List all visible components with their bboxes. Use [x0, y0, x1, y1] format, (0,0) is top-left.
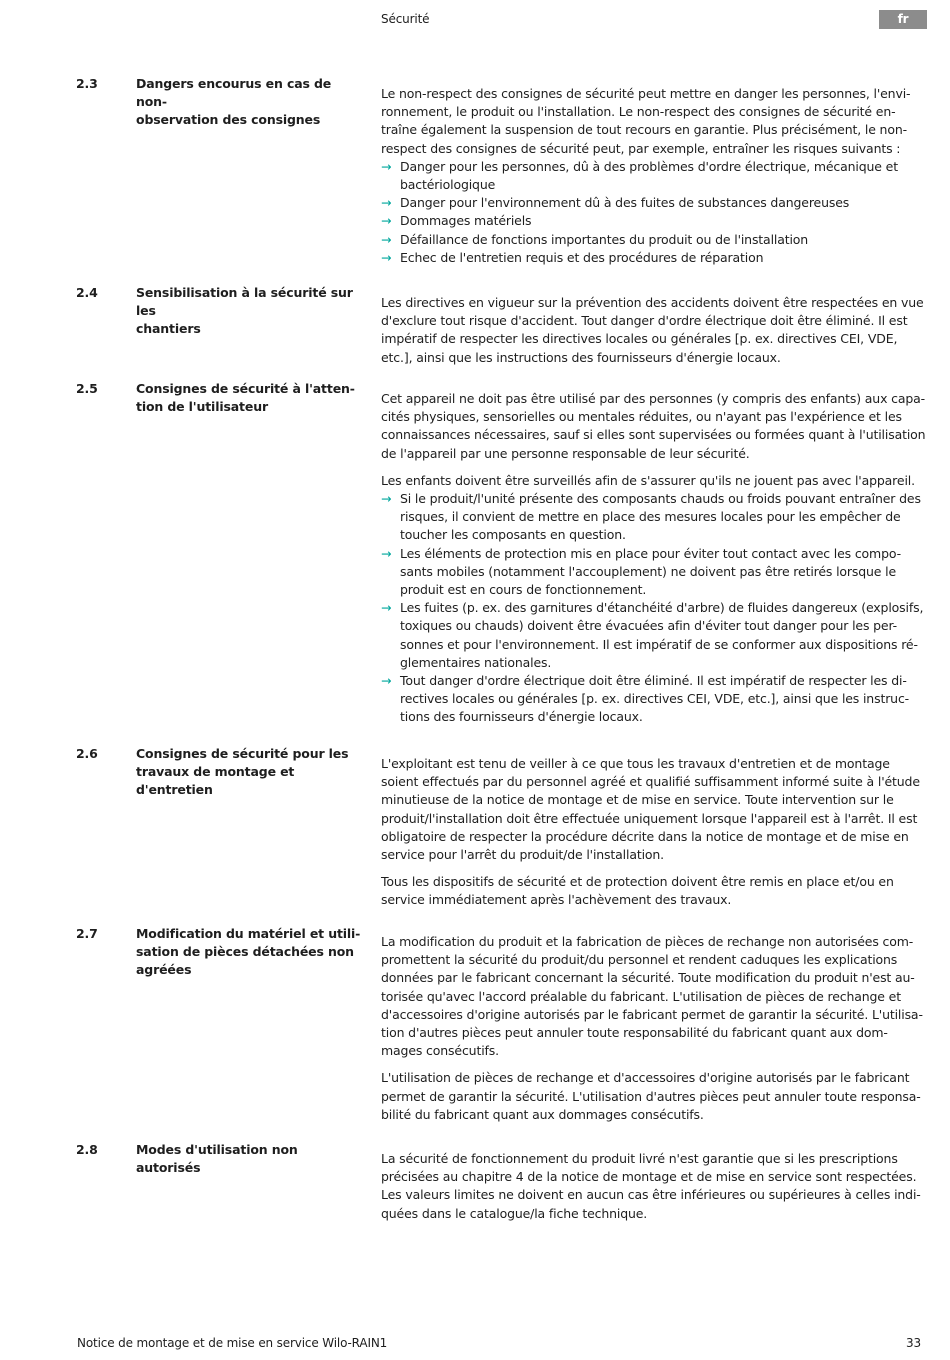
- text-line: précisées au chapitre 4 de la notice de montage et de mise en service sont respectées.: [381, 1169, 917, 1185]
- text-line: Les valeurs limites ne doivent en aucun cas être inférieures ou supérieures à celles indi-: [381, 1187, 921, 1203]
- text-line: d'exclure tout risque d'accident. Tout danger d'ordre électrique doit être éliminé. Il est: [381, 313, 908, 329]
- text-line: Cet appareil ne doit pas être utilisé par des personnes (y compris des enfants) aux capa-: [381, 391, 926, 406]
- bullet-list: [381, 490, 927, 727]
- text-line: torisée qu'avec l'accord préalable du fabricant. L'utilisation de pièces de rechange et: [381, 988, 901, 1004]
- arrow-right-icon: →: [381, 249, 392, 265]
- section-number: 2.4: [76, 285, 98, 300]
- arrow-right-icon: →: [381, 545, 392, 561]
- section-heading: [136, 1141, 364, 1177]
- section-heading: [136, 380, 364, 416]
- text-line: service immédiatement après l'achèvement des travaux.: [381, 892, 732, 908]
- arrow-right-icon: →: [381, 231, 392, 247]
- paragraph: [381, 755, 927, 864]
- list-item: [381, 158, 927, 194]
- list-item-line: risques, il convient de mettre en place des mesures locales pour les empêcher de: [400, 509, 901, 525]
- section-heading-line: Modes d'utilisation non autorisés: [136, 1142, 298, 1176]
- list-item-line: Les éléments de protection mis en place pour éviter tout contact avec les compo-: [400, 545, 901, 561]
- section-body: [381, 85, 927, 276]
- text-line: Le non-respect des consignes de sécurité peut mettre en danger les personnes, l'envi-: [381, 86, 911, 101]
- section-number: 2.8: [76, 1142, 98, 1157]
- text-line: bilité du fabricant quant aux dommages consécutifs.: [381, 1106, 704, 1122]
- text-line: service pour l'arrêt du produit/de l'installation.: [381, 847, 665, 863]
- arrow-right-icon: →: [381, 195, 392, 211]
- text-line: produit/l'installation doit être effectuée uniquement lorsque l'appareil est à l'arrêt. Il est: [381, 810, 918, 826]
- list-item: [381, 672, 927, 727]
- text-line: ronnement, le produit ou l'installation. Le non-respect des consignes de sécurité en-: [381, 104, 896, 120]
- section-heading-line: agréées: [136, 962, 192, 978]
- page-number: 33: [906, 1336, 921, 1350]
- text-line: etc.], ainsi que les instructions des fournisseurs d'énergie locaux.: [381, 349, 781, 365]
- list-item: [381, 545, 927, 600]
- section-heading-line: Consignes de sécurité pour les: [136, 746, 349, 761]
- text-line: Tous les dispositifs de sécurité et de protection doivent être remis en place et/ou en: [381, 874, 894, 890]
- text-line: quées dans le catalogue/la fiche technique.: [381, 1205, 648, 1221]
- running-header: Sécurité: [381, 12, 430, 26]
- text-line: tion d'autres pièces peut annuler toute responsabilité du fabricant quant aux dom-: [381, 1025, 888, 1041]
- list-item-line: Les fuites (p. ex. des garnitures d'étanchéité d'arbre) de fluides dangereux (explosifs,: [400, 600, 924, 616]
- list-item-line: Danger pour les personnes, dû à des problèmes d'ordre électrique, mécanique et: [400, 158, 898, 174]
- section-heading: [136, 284, 364, 339]
- section-heading-line: travaux de montage et d'entretien: [136, 764, 295, 798]
- section-heading-line: Consignes de sécurité à l'atten-: [136, 381, 355, 396]
- paragraph: [381, 1069, 927, 1124]
- section-body: [381, 1150, 927, 1232]
- text-line: traîne également la suspension de tout recours en garantie. Plus précisément, le non-: [381, 122, 907, 138]
- paragraph: [381, 390, 927, 463]
- text-line: L'exploitant est tenu de veiller à ce que tous les travaux d'entretien et de montage: [381, 756, 890, 771]
- list-item-line: Dommages matériels: [400, 213, 532, 229]
- list-item-line: glementaires nationales.: [400, 654, 552, 670]
- section-body: [381, 933, 927, 1133]
- text-line: Les directives en vigueur sur la prévention des accidents doivent être respectées en vue: [381, 295, 924, 310]
- list-item-line: Tout danger d'ordre électrique doit être éliminé. Il est impératif de respecter les di-: [400, 673, 907, 689]
- arrow-right-icon: →: [381, 491, 392, 507]
- text-line: impératif de respecter les directives locales ou générales [p. ex. directives CEI, VDE,: [381, 331, 898, 347]
- list-item: [381, 212, 927, 230]
- text-line: obligatoire de respecter la procédure décrite dans la notice de montage et de mise en: [381, 828, 909, 844]
- list-item-line: sants mobiles (notamment l'accouplement) ne doivent pas être retirés lorsque le: [400, 563, 897, 579]
- arrow-right-icon: →: [381, 600, 392, 616]
- list-item: [381, 231, 927, 249]
- section-heading-line: Modification du matériel et utili-: [136, 926, 361, 941]
- arrow-right-icon: →: [381, 213, 392, 229]
- list-item-line: toucher les composants en question.: [400, 527, 626, 543]
- text-line: promettent la sécurité du produit/du personnel et rendent caduques les explications: [381, 952, 898, 968]
- text-line: d'accessoires d'origine autorisés par le fabricant permet de garantir la sécurité. L'utilisa-: [381, 1006, 923, 1022]
- paragraph: [381, 873, 927, 909]
- section-heading-line: chantiers: [136, 321, 201, 337]
- text-line: cités physiques, sensorielles ou mentales réduites, ou n'ayant pas l'expérience et les: [381, 409, 902, 425]
- list-item-line: Echec de l'entretien requis et des procédures de réparation: [400, 249, 764, 265]
- text-line: soient effectués par du personnel agréé et qualifié suffisamment informé suite à l'étude: [381, 774, 920, 790]
- arrow-right-icon: →: [381, 158, 392, 174]
- section-body: [381, 294, 927, 376]
- section-heading: [136, 745, 364, 800]
- text-line: respect des consignes de sécurité peut, par exemple, entraîner les risques suivants :: [381, 140, 901, 156]
- section-heading-line: sation de pièces détachées non: [136, 944, 354, 960]
- paragraph: [381, 294, 927, 367]
- list-item: [381, 194, 927, 212]
- list-item: [381, 249, 927, 267]
- text-line: La modification du produit et la fabrication de pièces de rechange non autorisées com-: [381, 934, 914, 949]
- text-line: de l'appareil par une personne responsable de leur sécurité.: [381, 445, 750, 461]
- list-item-line: bactériologique: [400, 177, 496, 193]
- footer-document-title: Notice de montage et de mise en service Wilo-RAIN1: [77, 1336, 388, 1350]
- text-line: permet de garantir la sécurité. L'utilisation d'autres pièces peut annuler toute responsa-: [381, 1088, 921, 1104]
- section-heading-line: observation des consignes: [136, 112, 321, 128]
- section-body: [381, 755, 927, 919]
- list-item-line: tions des fournisseurs d'énergie locaux.: [400, 709, 643, 725]
- section-number: 2.7: [76, 926, 98, 941]
- language-tab[interactable]: fr: [879, 10, 927, 29]
- section-heading-line: tion de l'utilisateur: [136, 399, 268, 415]
- text-line: connaissances nécessaires, sauf si elles sont supervisées ou formées quant à l'utilisation: [381, 427, 926, 443]
- text-line: La sécurité de fonctionnement du produit livré n'est garantie que si les prescriptions: [381, 1151, 898, 1166]
- arrow-right-icon: →: [381, 673, 392, 689]
- text-line: minutieuse de la notice de montage et de mise en service. Toute intervention sur le: [381, 792, 894, 808]
- paragraph: [381, 933, 927, 1060]
- text-line: L'utilisation de pièces de rechange et d'accessoires d'origine autorisés par le fabricant: [381, 1070, 910, 1086]
- list-item: [381, 599, 927, 672]
- list-item-line: Si le produit/l'unité présente des composants chauds ou froids pouvant entraîner des: [400, 491, 921, 507]
- paragraph: [381, 472, 927, 727]
- bullet-list: [381, 158, 927, 267]
- paragraph: [381, 85, 927, 267]
- section-number: 2.5: [76, 381, 98, 396]
- list-item-line: toxiques ou chauds) doivent être évacuées afin d'éviter tout danger pour les per-: [400, 618, 898, 634]
- list-item-line: Défaillance de fonctions importantes du produit ou de l'installation: [400, 231, 809, 247]
- paragraph: [381, 1150, 927, 1223]
- section-number: 2.6: [76, 746, 98, 761]
- list-item-line: rectives locales ou générales [p. ex. directives CEI, VDE, etc.], ainsi que les instruc-: [400, 691, 910, 707]
- section-body: [381, 390, 927, 736]
- list-item-line: sonnes et pour l'environnement. Il est impératif de se conformer aux dispositions ré-: [400, 636, 918, 652]
- list-item-line: Danger pour l'environnement dû à des fuites de substances dangereuses: [400, 195, 850, 211]
- section-number: 2.3: [76, 76, 98, 91]
- section-heading: [136, 75, 364, 130]
- list-item: [381, 490, 927, 545]
- list-item-line: produit est en cours de fonctionnement.: [400, 582, 647, 598]
- section-heading-line: Dangers encourus en cas de non-: [136, 76, 332, 110]
- text-line: mages consécutifs.: [381, 1043, 499, 1059]
- text-line: données par le fabricant concernant la sécurité. Toute modification du produit n'est au-: [381, 970, 915, 986]
- text-line: Les enfants doivent être surveillés afin de s'assurer qu'ils ne jouent pas avec l'appareil.: [381, 472, 915, 488]
- section-heading-line: Sensibilisation à la sécurité sur les: [136, 285, 353, 319]
- section-heading: [136, 925, 364, 980]
